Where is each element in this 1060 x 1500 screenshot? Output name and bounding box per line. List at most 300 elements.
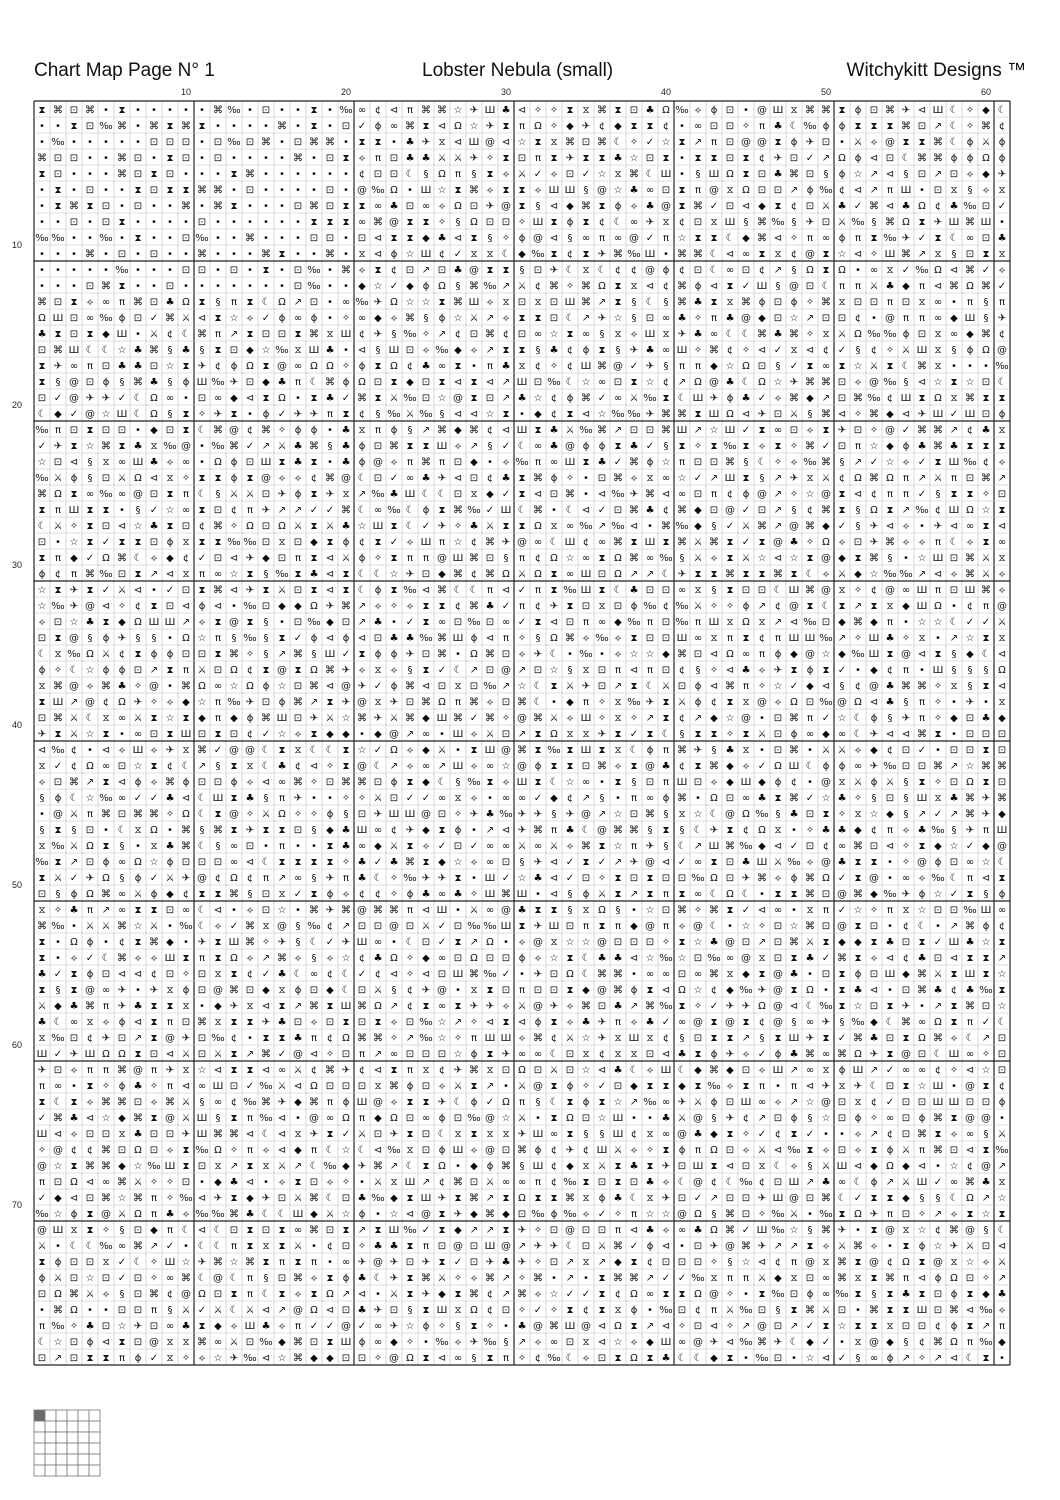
svg-text:⚔: ⚔ [902, 1177, 911, 1188]
svg-text:•: • [55, 537, 61, 548]
svg-text:Ш: Ш [933, 105, 944, 116]
svg-text:✓: ✓ [886, 1097, 894, 1108]
svg-text:⧖: ⧖ [438, 137, 445, 148]
svg-text:◆: ◆ [310, 1209, 318, 1220]
svg-text:⧗: ⧗ [70, 1161, 77, 1172]
svg-text:Ш: Ш [389, 1225, 400, 1236]
svg-text:‰: ‰ [595, 633, 608, 644]
svg-text:¢: ¢ [567, 361, 573, 372]
svg-text:⌘: ⌘ [965, 217, 975, 228]
svg-text:✈: ✈ [406, 825, 414, 836]
svg-text:Ω: Ω [726, 649, 734, 660]
svg-text:@: @ [133, 489, 143, 500]
svg-text:☾: ☾ [182, 1225, 191, 1236]
svg-text:✧: ✧ [102, 1225, 110, 1236]
svg-text:⊡: ⊡ [566, 169, 574, 180]
svg-text:☆: ☆ [950, 1161, 959, 1172]
svg-text:⟡: ⟡ [103, 1289, 110, 1300]
svg-text:⚔: ⚔ [134, 889, 143, 900]
svg-text:⧗: ⧗ [454, 185, 461, 196]
svg-text:⧗: ⧗ [598, 745, 605, 756]
svg-text:⊡: ⊡ [774, 937, 782, 948]
svg-text:✓: ✓ [822, 713, 830, 724]
svg-text:✈: ✈ [774, 1337, 782, 1348]
svg-text:⧖: ⧖ [470, 489, 477, 500]
svg-text:⊡: ⊡ [998, 489, 1006, 500]
svg-text:Ω: Ω [934, 265, 942, 276]
svg-text:♣: ♣ [726, 377, 735, 388]
svg-text:Ш: Ш [517, 777, 528, 788]
svg-text:⚔: ⚔ [518, 1001, 527, 1012]
svg-text:⚔: ⚔ [182, 1097, 191, 1108]
svg-text:✓: ✓ [630, 361, 638, 372]
svg-text:⊡: ⊡ [358, 233, 366, 244]
svg-text:ϕ: ϕ [743, 489, 750, 500]
svg-text:@: @ [213, 1273, 223, 1284]
svg-text:‰: ‰ [51, 1033, 64, 1044]
svg-text:⌘: ⌘ [933, 441, 943, 452]
svg-text:⌘: ⌘ [293, 1337, 303, 1348]
svg-text:✈: ✈ [902, 889, 910, 900]
svg-text:✈: ✈ [438, 473, 446, 484]
svg-text:⊡: ⊡ [854, 425, 862, 436]
svg-text:Ω: Ω [758, 377, 766, 388]
svg-text:☾: ☾ [758, 457, 767, 468]
svg-text:∞: ∞ [598, 377, 606, 388]
svg-text:✈: ✈ [998, 169, 1006, 180]
svg-text:⌘: ⌘ [373, 217, 383, 228]
svg-text:ϕ: ϕ [951, 1289, 958, 1300]
svg-text:♣: ♣ [134, 361, 143, 372]
svg-text:☆: ☆ [982, 937, 991, 948]
svg-text:•: • [327, 169, 333, 180]
svg-text:@: @ [181, 441, 191, 452]
svg-text:♣: ♣ [502, 105, 511, 116]
svg-text:•: • [39, 137, 45, 148]
page-cell [78, 1465, 89, 1476]
svg-text:✈: ✈ [294, 409, 302, 420]
svg-text:§: § [952, 249, 957, 260]
svg-text:Ω: Ω [902, 217, 910, 228]
svg-text:⟡: ⟡ [631, 201, 638, 212]
svg-text:♣: ♣ [422, 473, 431, 484]
svg-text:∞: ∞ [966, 521, 974, 532]
svg-text:↗: ↗ [598, 1257, 606, 1268]
svg-text:§: § [456, 281, 461, 292]
svg-text:✈: ✈ [118, 1001, 126, 1012]
svg-text:§: § [840, 681, 845, 692]
svg-text:✈: ✈ [166, 745, 174, 756]
svg-text:•: • [167, 633, 173, 644]
svg-text:↗: ↗ [646, 713, 654, 724]
svg-text:ϕ: ϕ [119, 1081, 126, 1092]
svg-text:⊲: ⊲ [534, 489, 542, 500]
svg-text:@: @ [277, 361, 287, 372]
svg-text:⊡: ⊡ [230, 729, 238, 740]
svg-text:∞: ∞ [374, 201, 382, 212]
svg-text:@: @ [821, 1097, 831, 1108]
svg-text:Ω: Ω [806, 265, 814, 276]
svg-text:↗: ↗ [502, 1273, 510, 1284]
svg-text:☾: ☾ [86, 345, 95, 356]
svg-text:⊲: ⊲ [630, 953, 638, 964]
svg-text:@: @ [229, 617, 239, 628]
svg-text:☆: ☆ [838, 249, 847, 260]
svg-text:§: § [408, 1305, 413, 1316]
svg-text:✈: ✈ [806, 1033, 814, 1044]
svg-text:¢: ¢ [583, 537, 589, 548]
svg-text:↗: ↗ [870, 185, 878, 196]
svg-text:✈: ✈ [566, 153, 574, 164]
svg-text:⊲: ⊲ [870, 697, 878, 708]
svg-text:‰: ‰ [851, 1017, 864, 1028]
svg-text:⧗: ⧗ [342, 153, 349, 164]
svg-text:⊡: ⊡ [438, 969, 446, 980]
svg-text:✧: ✧ [550, 121, 558, 132]
svg-text:¢: ¢ [503, 329, 509, 340]
svg-text:⧗: ⧗ [806, 553, 813, 564]
svg-text:⌘: ⌘ [133, 297, 143, 308]
svg-text:✓: ✓ [390, 281, 398, 292]
svg-text:✧: ✧ [150, 1177, 158, 1188]
svg-text:♣: ♣ [934, 985, 943, 996]
svg-text:☆: ☆ [646, 377, 655, 388]
svg-text:✈: ✈ [326, 489, 334, 500]
svg-text:☆: ☆ [390, 569, 399, 580]
svg-text:⧗: ⧗ [758, 569, 765, 580]
svg-text:⧗: ⧗ [598, 345, 605, 356]
svg-text:⟡: ⟡ [807, 857, 814, 868]
svg-text:⟡: ⟡ [423, 345, 430, 356]
svg-text:∞: ∞ [806, 729, 814, 740]
svg-text:✈: ✈ [518, 809, 526, 820]
svg-text:⧗: ⧗ [278, 1289, 285, 1300]
svg-text:Ш: Ш [997, 825, 1008, 836]
svg-text:π: π [503, 633, 509, 644]
svg-text:☆: ☆ [278, 905, 287, 916]
svg-text:⊡: ⊡ [998, 745, 1006, 756]
svg-text:⊡: ⊡ [358, 1081, 366, 1092]
svg-text:✓: ✓ [358, 969, 366, 980]
svg-text:⊡: ⊡ [102, 521, 110, 532]
svg-text:¢: ¢ [551, 1177, 557, 1188]
svg-text:⧗: ⧗ [230, 825, 237, 836]
svg-text:π: π [215, 697, 221, 708]
svg-text:Ω: Ω [70, 1177, 78, 1188]
svg-text:⧗: ⧗ [86, 537, 93, 548]
svg-text:¢: ¢ [759, 265, 765, 276]
svg-text:•: • [103, 937, 109, 948]
svg-text:⌘: ⌘ [821, 297, 831, 308]
svg-text:ϕ: ϕ [359, 1337, 366, 1348]
svg-text:ϕ: ϕ [103, 633, 110, 644]
svg-text:↗: ↗ [774, 505, 782, 516]
svg-text:⚔: ⚔ [486, 729, 495, 740]
svg-text:✈: ✈ [566, 809, 574, 820]
svg-text:∞: ∞ [438, 361, 446, 372]
svg-text:ϕ: ϕ [87, 937, 94, 948]
svg-text:✈: ✈ [550, 265, 558, 276]
svg-text:⚔: ⚔ [406, 409, 415, 420]
svg-text:Ω: Ω [390, 953, 398, 964]
svg-text:⧗: ⧗ [294, 1257, 301, 1268]
svg-text:⚔: ⚔ [182, 1113, 191, 1124]
svg-text:⧗: ⧗ [230, 793, 237, 804]
svg-text:⟡: ⟡ [135, 953, 142, 964]
svg-text:⧗: ⧗ [870, 1273, 877, 1284]
svg-text:✈: ✈ [486, 121, 494, 132]
svg-text:⊡: ⊡ [502, 649, 510, 660]
page-cell [89, 1454, 100, 1465]
svg-text:⌘: ⌘ [85, 105, 95, 116]
svg-text:⊡: ⊡ [630, 809, 638, 820]
svg-text:⧖: ⧖ [950, 393, 957, 404]
svg-text:↗: ↗ [646, 1321, 654, 1332]
svg-text:Ш: Ш [197, 377, 208, 388]
svg-text:⊡: ⊡ [198, 393, 206, 404]
page-cell [45, 1432, 56, 1443]
svg-text:⌘: ⌘ [181, 681, 191, 692]
svg-text:Ш: Ш [245, 1321, 256, 1332]
svg-text:Ω: Ω [870, 505, 878, 516]
svg-text:⊡: ⊡ [934, 953, 942, 964]
svg-text:⊲: ⊲ [710, 1321, 718, 1332]
svg-text:⊡: ⊡ [534, 665, 542, 676]
svg-text:⧗: ⧗ [310, 585, 317, 596]
svg-text:Ω: Ω [854, 697, 862, 708]
svg-text:☆: ☆ [918, 1225, 927, 1236]
svg-text:‰: ‰ [883, 233, 896, 244]
svg-text:⧗: ⧗ [630, 633, 637, 644]
svg-text:⟡: ⟡ [855, 1129, 862, 1140]
svg-text:☾: ☾ [950, 617, 959, 628]
svg-text:⊡: ⊡ [454, 1113, 462, 1124]
svg-text:Ω: Ω [934, 601, 942, 612]
svg-text:⊡: ⊡ [598, 681, 606, 692]
svg-text:☆: ☆ [438, 185, 447, 196]
svg-text:⊲: ⊲ [982, 873, 990, 884]
svg-text:☆: ☆ [678, 233, 687, 244]
svg-text:✓: ✓ [342, 393, 350, 404]
svg-text:ϕ: ϕ [855, 1113, 862, 1124]
svg-text:⊡: ⊡ [54, 617, 62, 628]
svg-text:✓: ✓ [230, 921, 238, 932]
svg-text:¢: ¢ [663, 1033, 669, 1044]
svg-text:⌘: ⌘ [53, 1305, 63, 1316]
svg-text:⊲: ⊲ [214, 905, 222, 916]
svg-text:⟡: ⟡ [87, 1097, 94, 1108]
svg-text:‰: ‰ [883, 889, 896, 900]
svg-text:☆: ☆ [342, 1145, 351, 1156]
svg-text:⌘: ⌘ [469, 1065, 479, 1076]
svg-text:⊡: ⊡ [678, 681, 686, 692]
svg-text:∞: ∞ [646, 793, 654, 804]
svg-text:⊡: ⊡ [630, 937, 638, 948]
svg-text:‰: ‰ [675, 617, 688, 628]
svg-text:☾: ☾ [406, 1161, 415, 1172]
svg-text:‰: ‰ [307, 921, 320, 932]
svg-text:@: @ [373, 457, 383, 468]
svg-text:§: § [264, 793, 269, 804]
svg-text:Ш: Ш [757, 1225, 768, 1236]
svg-text:Ш: Ш [501, 505, 512, 516]
svg-text:⊡: ⊡ [950, 745, 958, 756]
svg-text:☆: ☆ [742, 1257, 751, 1268]
svg-text:↗: ↗ [470, 441, 478, 452]
svg-text:⧗: ⧗ [918, 1257, 925, 1268]
svg-text:•: • [167, 825, 173, 836]
svg-text:☾: ☾ [310, 937, 319, 948]
svg-text:☆: ☆ [454, 313, 463, 324]
svg-text:•: • [199, 201, 205, 212]
svg-text:⧗: ⧗ [182, 185, 189, 196]
svg-text:⧗: ⧗ [822, 937, 829, 948]
svg-text:⌘: ⌘ [69, 1289, 79, 1300]
svg-text:⧗: ⧗ [54, 185, 61, 196]
svg-text:☾: ☾ [902, 153, 911, 164]
svg-text:¢: ¢ [359, 889, 365, 900]
svg-text:‰: ‰ [211, 1033, 224, 1044]
svg-text:@: @ [213, 985, 223, 996]
svg-text:•: • [743, 1353, 749, 1364]
svg-text:☾: ☾ [54, 1017, 63, 1028]
svg-text:Ω: Ω [150, 825, 158, 836]
svg-text:Ω: Ω [246, 521, 254, 532]
svg-text:Ω: Ω [710, 873, 718, 884]
svg-text:ϕ: ϕ [359, 553, 366, 564]
svg-text:‰: ‰ [563, 1177, 576, 1188]
svg-text:⧗: ⧗ [582, 857, 589, 868]
svg-text:⌘: ⌘ [693, 249, 703, 260]
svg-text:⧗: ⧗ [134, 185, 141, 196]
svg-text:✧: ✧ [566, 473, 574, 484]
svg-text:↗: ↗ [246, 1049, 254, 1060]
svg-text:∞: ∞ [646, 553, 654, 564]
svg-text:⊲: ⊲ [310, 761, 318, 772]
svg-text:⧖: ⧖ [214, 1017, 221, 1028]
svg-text:⊡: ⊡ [262, 537, 270, 548]
svg-text:⌘: ⌘ [613, 985, 623, 996]
svg-text:⧗: ⧗ [982, 633, 989, 644]
svg-text:↗: ↗ [598, 521, 606, 532]
svg-text:✈: ✈ [758, 1241, 766, 1252]
svg-text:@: @ [565, 441, 575, 452]
svg-text:⊡: ⊡ [710, 457, 718, 468]
svg-text:‰: ‰ [579, 425, 592, 436]
svg-text:∞: ∞ [774, 905, 782, 916]
svg-text:Ш: Ш [901, 393, 912, 404]
svg-text:π: π [87, 361, 93, 372]
svg-text:☆: ☆ [182, 1257, 191, 1268]
svg-text:@: @ [357, 697, 367, 708]
svg-text:⧖: ⧖ [38, 681, 45, 692]
svg-text:✧: ✧ [422, 329, 430, 340]
svg-text:⌘: ⌘ [421, 1273, 431, 1284]
svg-text:⧗: ⧗ [230, 1017, 237, 1028]
svg-text:‰: ‰ [467, 505, 480, 516]
svg-text:⊲: ⊲ [870, 985, 878, 996]
svg-text:∞: ∞ [390, 121, 398, 132]
svg-text:⧗: ⧗ [646, 873, 653, 884]
svg-text:⧗: ⧗ [310, 1289, 317, 1300]
svg-text:⌘: ⌘ [213, 425, 223, 436]
svg-text:π: π [215, 329, 221, 340]
svg-text:⌘: ⌘ [149, 1289, 159, 1300]
svg-text:•: • [87, 1305, 93, 1316]
svg-text:⌘: ⌘ [69, 777, 79, 788]
svg-text:⧗: ⧗ [438, 1225, 445, 1236]
svg-text:∞: ∞ [102, 985, 110, 996]
svg-text:⌘: ⌘ [805, 873, 815, 884]
svg-text:☆: ☆ [166, 713, 175, 724]
svg-text:@: @ [677, 1129, 687, 1140]
svg-text:⧗: ⧗ [422, 217, 429, 228]
svg-text:§: § [920, 1193, 925, 1204]
svg-text:‰: ‰ [739, 1305, 752, 1316]
svg-text:⧗: ⧗ [806, 1241, 813, 1252]
svg-text:¢: ¢ [551, 393, 557, 404]
svg-text:☆: ☆ [918, 1081, 927, 1092]
svg-text:⧖: ⧖ [854, 1273, 861, 1284]
svg-text:⊡: ⊡ [614, 1081, 622, 1092]
svg-text:☆: ☆ [982, 1065, 991, 1076]
svg-text:⌘: ⌘ [181, 201, 191, 212]
svg-text:⊲: ⊲ [742, 201, 750, 212]
svg-text:⊡: ⊡ [646, 585, 654, 596]
svg-text:⧗: ⧗ [326, 217, 333, 228]
svg-text:∞: ∞ [662, 1129, 670, 1140]
svg-text:‰: ‰ [803, 121, 816, 132]
svg-text:⧗: ⧗ [422, 857, 429, 868]
svg-text:✓: ✓ [582, 169, 590, 180]
svg-text:⧗: ⧗ [262, 393, 269, 404]
svg-text:@: @ [901, 1049, 911, 1060]
svg-text:⟡: ⟡ [775, 873, 782, 884]
svg-text:ϕ: ϕ [583, 889, 590, 900]
svg-text:π: π [167, 1017, 173, 1028]
svg-text:⧖: ⧖ [630, 281, 637, 292]
svg-text:§: § [760, 1033, 765, 1044]
svg-text:↗: ↗ [598, 809, 606, 820]
svg-text:☆: ☆ [678, 473, 687, 484]
svg-text:☾: ☾ [534, 697, 543, 708]
svg-text:∞: ∞ [166, 1321, 174, 1332]
svg-text:↗: ↗ [806, 313, 814, 324]
svg-text:∞: ∞ [646, 1289, 654, 1300]
svg-text:¢: ¢ [935, 201, 941, 212]
svg-text:‰: ‰ [371, 185, 384, 196]
svg-text:π: π [679, 457, 685, 468]
svg-text:✈: ✈ [646, 409, 654, 420]
svg-text:⊲: ⊲ [646, 281, 654, 292]
svg-text:ϕ: ϕ [71, 473, 78, 484]
svg-text:⧗: ⧗ [742, 441, 749, 452]
svg-text:☆: ☆ [790, 1225, 799, 1236]
pattern-title: Lobster Nebula (small) [422, 60, 613, 82]
svg-text:⧗: ⧗ [726, 553, 733, 564]
svg-text:⧗: ⧗ [982, 393, 989, 404]
svg-text:§: § [952, 825, 957, 836]
svg-text:⧗: ⧗ [390, 521, 397, 532]
svg-text:⚔: ⚔ [806, 937, 815, 948]
svg-text:☆: ☆ [150, 857, 159, 868]
svg-text:⊲: ⊲ [902, 729, 910, 740]
svg-text:⊲: ⊲ [326, 1305, 334, 1316]
svg-text:∞: ∞ [278, 777, 286, 788]
svg-text:‰: ‰ [611, 489, 624, 500]
svg-text:@: @ [69, 377, 79, 388]
svg-text:⊡: ⊡ [486, 553, 494, 564]
